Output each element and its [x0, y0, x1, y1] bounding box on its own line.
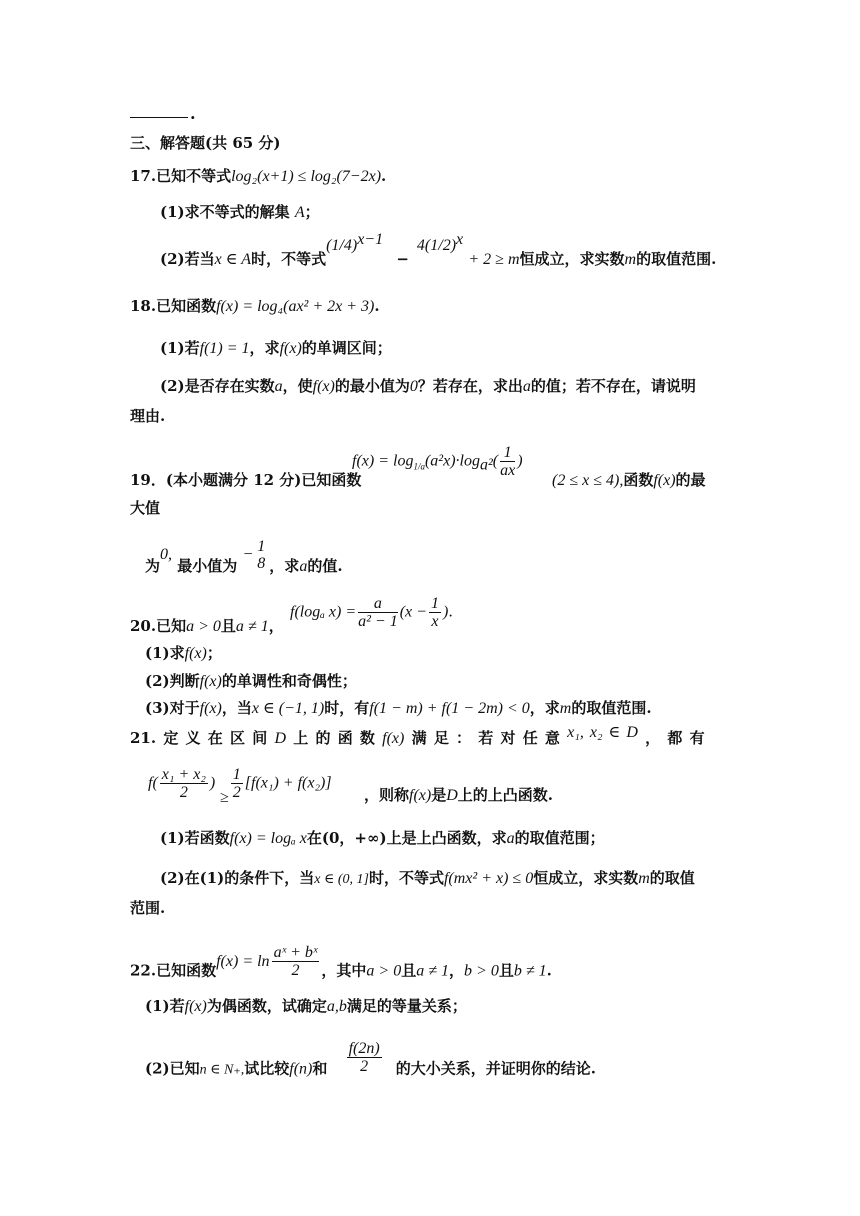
q22-sep: ，	[449, 961, 465, 980]
q17-p2-mid: 时，不等式	[251, 250, 327, 268]
q20-frac2	[429, 595, 441, 630]
q18-part2-line2: 理由.	[130, 407, 166, 425]
q20-p1-end: ；	[206, 644, 222, 662]
q19-domain	[552, 470, 706, 491]
q21-p2-prefix: (2)在(1)的条件下，当	[160, 869, 315, 887]
q20-func-left: f(logₐ x) =	[290, 603, 357, 621]
q20-func-right: (x −	[399, 603, 427, 621]
q20-frac1-den: a² − 1	[358, 613, 398, 630]
q21-vars: x₁, x₂ ∈ D	[567, 724, 638, 741]
q22-p1-ab: a,b	[326, 998, 347, 1015]
q17-p2-var: m	[624, 251, 637, 268]
q17-p2-end: 的取值范围.	[636, 250, 717, 268]
q18-p2-a: a	[274, 378, 283, 395]
q18-p1-cond: f(1) = 1	[199, 340, 250, 357]
q17-p2-cond: x ∈ A	[214, 251, 252, 268]
q20-func-close: )	[442, 603, 449, 621]
q19-l3-mid: 最小值为	[177, 557, 238, 575]
q18-stem: 18.已知函数f(x) = log₄(ax² + 2x + 3).	[130, 297, 380, 315]
q19-frac-den: ax	[500, 462, 516, 479]
q22-func-frac	[272, 944, 320, 979]
section-header: 三、解答题(共 65 分)	[130, 134, 281, 152]
q22-p2-mid: 试比较	[244, 1059, 290, 1078]
q21-ineq-left: f(	[148, 774, 158, 792]
q19-tail-fx: f(x)	[653, 472, 676, 489]
q21-p1-end: 的取值范围；	[514, 829, 605, 847]
q20-p3-ineq: f(1 − m) + f(1 − 2m) < 0	[369, 700, 530, 717]
q20-function	[290, 595, 453, 630]
q22-stem	[130, 944, 552, 989]
q21-part1	[160, 828, 605, 849]
q17-p2-prefix: (2)若当	[160, 250, 215, 268]
q20-stem	[130, 616, 284, 637]
q22-part2	[145, 1040, 596, 1087]
q19-domain-text: (2 ≤ x ≤ 4),	[552, 472, 624, 489]
q20-part1	[145, 643, 222, 664]
q21-tail-D: D	[446, 787, 458, 804]
q18-part2	[160, 376, 696, 397]
q17-inequality: log₂(x+1) ≤ log₂(7−2x)	[231, 168, 382, 185]
q22-p2-frac	[347, 1040, 382, 1075]
q18-p2-a2: a	[522, 378, 531, 395]
q20-func-dot: .	[448, 602, 454, 621]
q17-p2-expr2: 4(1/2)	[416, 237, 457, 254]
q17-part1	[160, 202, 320, 223]
q22-c1: a > 0	[366, 962, 402, 980]
q22-func-den: 2	[291, 962, 300, 979]
q19-min-num: 1	[257, 538, 266, 555]
q21-stem1: 21. 定 义 在 区 间	[130, 729, 268, 747]
q19-l3-end: 的值.	[307, 557, 343, 575]
q22-part1	[145, 996, 467, 1017]
q22-func-num: aˣ + bˣ	[273, 944, 318, 961]
q20-p1-prefix: (1)求	[145, 644, 185, 662]
q19-l3-mid2: ，求	[269, 557, 300, 575]
q19-line2: 大值	[130, 499, 161, 517]
q22-p2-cond: n ∈ N₊,	[199, 1062, 245, 1078]
q19-stem: 19．(本小题满分 12 分)已知函数	[130, 471, 362, 489]
q20-cond2: a ≠ 1	[235, 618, 269, 635]
q19-min-frac	[255, 538, 267, 572]
q21-stem4: ， 都 有	[645, 729, 705, 747]
q19-min-den: 8	[257, 555, 266, 572]
q18-p2-mid4: 的值；若不存在，请说明	[530, 377, 696, 395]
q17-stem-text: 17.已知不等式	[130, 167, 232, 185]
q17-p1-var: A	[294, 204, 305, 221]
q18-stem-text: 18.已知函数	[130, 297, 217, 315]
q21-fx: f(x)	[382, 730, 405, 747]
q21-stem	[130, 724, 705, 749]
q21-tail3: 上的上凸函数.	[457, 786, 554, 804]
q18-p2-mid3: ？若存在，求出	[417, 377, 523, 395]
q19-tail1: 函数	[623, 471, 654, 489]
q20-p3-prefix: (3)对于	[145, 699, 200, 717]
q18-p2-mid2: 的最小值为	[334, 377, 410, 395]
q18-function: f(x) = log₄(ax² + 2x + 3)	[216, 298, 375, 315]
q21-part2	[160, 868, 695, 890]
q21-p1-func: f(x) = logₐ x	[229, 830, 307, 847]
q20-p2-prefix: (2)判断	[145, 672, 200, 690]
q22-p2-den: 2	[360, 1058, 369, 1075]
q22-p1-mid: 为偶函数，试确定	[206, 997, 327, 1015]
q21-definition-tail	[364, 785, 553, 806]
q20-p3-mid3: ，求	[529, 699, 560, 717]
q22-stem-text: 22.已知函数	[130, 961, 217, 980]
q21-p2-mid: 时，不等式	[368, 869, 444, 887]
q18-p2-prefix: (2)是否存在实数	[160, 377, 275, 395]
q21-p2-mid2: 恒成立，求实数	[533, 869, 639, 887]
q17-p2-expr1-exp: x−1	[357, 231, 384, 248]
q20-p3-mid2: 时，有	[324, 699, 370, 717]
q21-ineq-den: 2	[179, 784, 188, 801]
q21-ineq-frac	[160, 766, 208, 801]
q22-p1-fx: f(x)	[184, 998, 207, 1015]
q21-p1-a: a	[506, 830, 515, 847]
q19-min-sign: −	[242, 546, 254, 563]
q20-p3-fx: f(x)	[199, 700, 222, 717]
q19-l3-a: a	[299, 558, 308, 575]
q20-frac2-num: 1	[430, 595, 439, 612]
q21-p2-end: 的取值	[649, 869, 695, 887]
q18-p1-suffix: 的单调区间；	[301, 339, 392, 357]
q17-part2	[160, 231, 717, 270]
q17-stem: 17.已知不等式log₂(x+1) ≤ log₂(7−2x).	[130, 167, 387, 185]
blank-dot: .	[190, 104, 196, 123]
q21-p1-prefix: (1)若函数	[160, 829, 230, 847]
q17-p2-plus: + 2 ≥ m	[468, 251, 520, 268]
q20-part2	[145, 671, 357, 692]
q19-frac-num: 1	[500, 444, 515, 462]
q22-p1-end: 满足的等量关系；	[346, 997, 467, 1015]
answer-blank	[130, 117, 188, 118]
q20-p3-m: m	[559, 700, 572, 717]
q20-p3-mid: ，当	[221, 699, 252, 717]
q20-cond1: a > 0	[186, 618, 221, 635]
q22-p2-and: 和	[312, 1059, 328, 1078]
q22-mid1: ，其中	[321, 961, 367, 980]
q19-func-log1: f(x) = log	[352, 452, 414, 470]
q22-and1: 且	[401, 961, 417, 980]
q21-half	[231, 766, 243, 801]
q19-func-base2: a²	[479, 456, 493, 474]
q20-p3-end: 的取值范围.	[571, 699, 652, 717]
q21-half-den: 2	[232, 784, 241, 801]
q21-ineq-close: )	[209, 774, 216, 792]
q17-p1-suffix: ；	[304, 203, 320, 221]
q22-c4: b ≠ 1	[513, 962, 547, 980]
q22-c3: b > 0	[464, 962, 499, 980]
q21-definition	[148, 766, 332, 806]
q20-p2-end: 的单调性和奇偶性；	[221, 672, 357, 690]
q22-func-left: f(x) = ln	[216, 952, 270, 970]
q21-D: D	[274, 730, 287, 747]
q18-p2-fx: f(x)	[312, 378, 335, 395]
q22-p2-fn: f(n)	[289, 1060, 313, 1078]
q17-p2-expr2-exp: x	[456, 231, 464, 248]
q20-frac1-num: a	[358, 595, 398, 613]
q22-p2-end: 的大小关系，并证明你的结论.	[395, 1059, 596, 1078]
q18-p2-mid1: ，使	[282, 377, 313, 395]
q21-ineq-right: [f(x₁) + f(x₂)]	[244, 774, 332, 792]
q20-p2-fx: f(x)	[199, 673, 222, 690]
q21-stem2: 上 的 函 数	[293, 729, 375, 747]
q22-p2-prefix: (2)已知	[145, 1059, 200, 1078]
q19-tail2: 的最	[675, 471, 706, 489]
q19-l3-prefix: 为	[145, 557, 161, 575]
q21-tail-fx: f(x)	[409, 787, 432, 804]
q22-end: .	[546, 961, 552, 980]
q21-tail2: 是	[431, 786, 447, 804]
q20-p1-fx: f(x)	[184, 645, 207, 662]
q19-l3-zero: 0,	[160, 546, 173, 563]
q21-p2-m: m	[638, 870, 650, 887]
q20-and: 且	[220, 617, 236, 635]
q21-p2-ineq: f(mx² + x) ≤ 0	[443, 870, 534, 887]
q21-half-num: 1	[232, 766, 241, 783]
q21-p1-mid: 在(0，+∞)上是上凸函数，求	[306, 829, 507, 847]
q18-p1-fx: f(x)	[279, 340, 302, 357]
q20-frac1	[358, 595, 398, 630]
q21-ge: ≥	[220, 788, 229, 806]
q22-c2: a ≠ 1	[416, 962, 449, 980]
q22-p2-num: f(2n)	[348, 1040, 380, 1057]
q21-ineq-num: x₁ + x₂	[161, 766, 206, 783]
q19-line3	[145, 538, 343, 584]
q17-p2-expr1: (1/4)	[326, 237, 358, 254]
q21-stem3: 满 足 ： 若 对 任 意	[411, 729, 560, 747]
q22-p1-prefix: (1)若	[145, 997, 185, 1015]
q20-part3	[145, 698, 652, 719]
q20-p3-cond: x ∈ (−1, 1)	[251, 700, 325, 717]
q22-and2: 且	[498, 961, 514, 980]
q18-p1-mid: ，求	[249, 339, 280, 357]
q19-func-mid: (a²x)·log	[424, 452, 480, 470]
q19-function: $f(x) = \log_{1/a}(a^2x)\cdot\log_{a^2}$( $\frac{1}{ax}$ )	[352, 444, 523, 479]
q20-stem-text: 20.已知	[130, 617, 187, 635]
q17-p1-text: (1)求不等式的解集	[160, 203, 290, 221]
q21-part2-line2: 范围.	[130, 899, 166, 917]
q17-p2-minus: −	[396, 250, 409, 268]
q19-func-frac	[500, 444, 515, 479]
q21-tail1: ，则称	[364, 786, 410, 804]
q18-part1	[160, 338, 392, 359]
q17-p2-tail: 恒成立，求实数	[519, 250, 625, 268]
q20-comma: ，	[268, 617, 284, 635]
q21-p2-cond: x ∈ (0, 1]	[314, 872, 369, 887]
q20-frac2-den: x	[431, 613, 439, 630]
q18-p1-prefix: (1)若	[160, 339, 200, 357]
q18-p2-zero: 0	[409, 378, 418, 395]
q19-func-base1: 1/a	[413, 461, 425, 472]
